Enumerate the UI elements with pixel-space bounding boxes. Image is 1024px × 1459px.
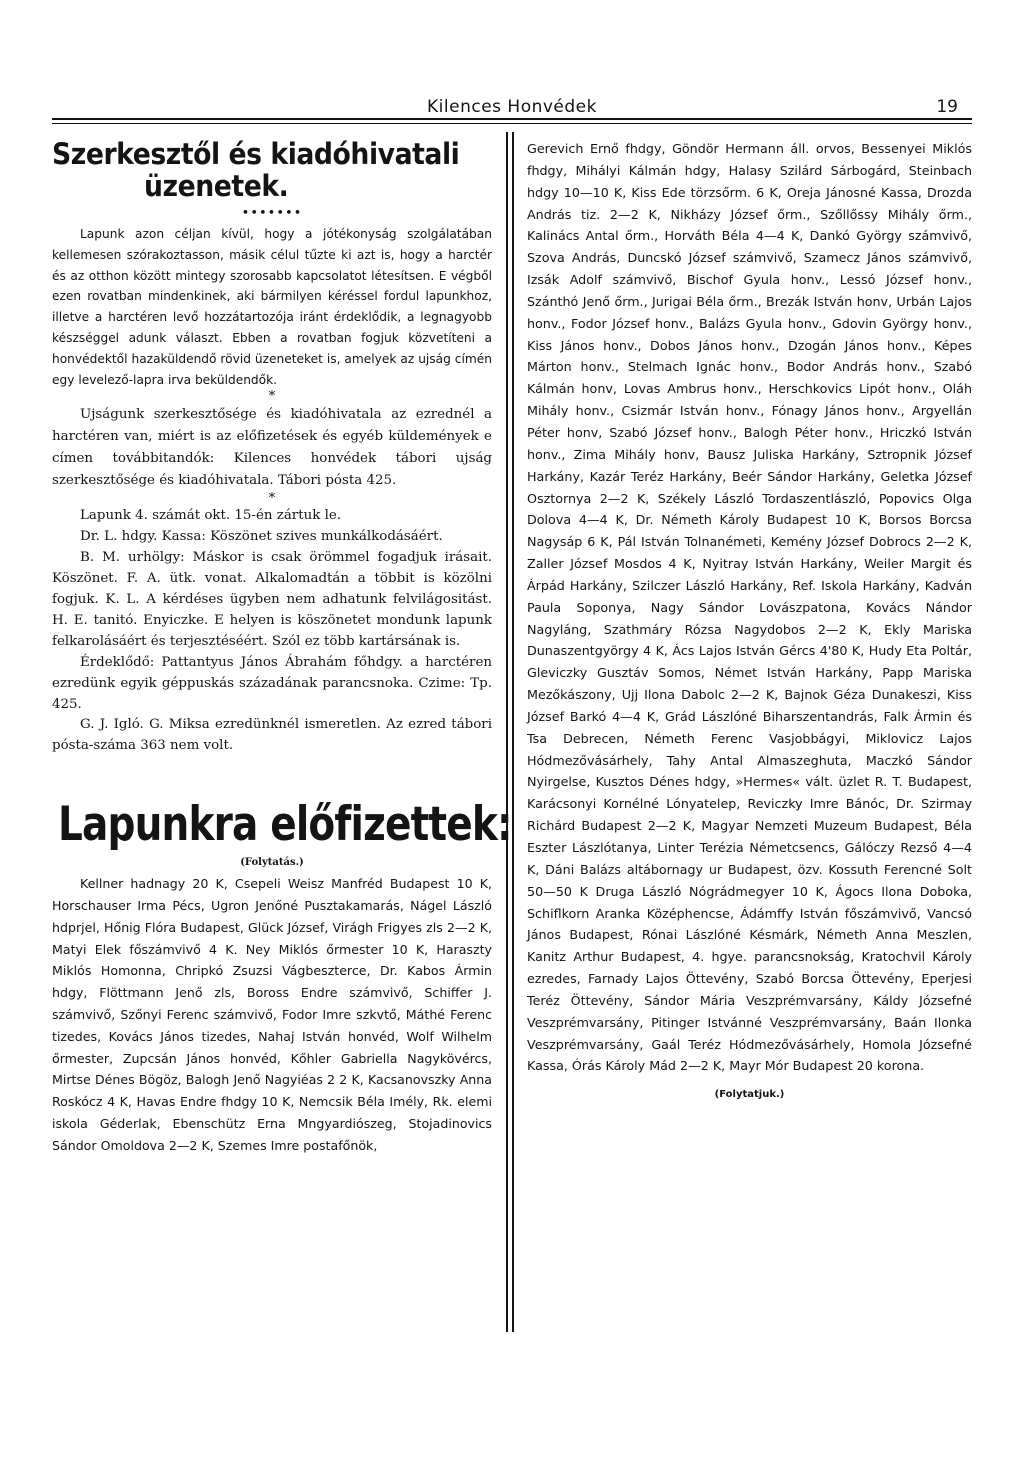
header-rule-top <box>52 118 972 120</box>
ornament-stars: ••••••• <box>241 206 303 221</box>
notice-paragraph: Ujságunk szerkesztősége és kiadóhivatala az ezrednél a harctéren van, miért is az előfizetések és egyéb küldemények e címen továbbitandók: Kilences honvédek tábori ujság szerkesztősége és kiadóhivatala. Tábori pósta 425. <box>52 407 492 489</box>
section-heading-line2: üzenetek. <box>144 169 289 203</box>
publication-title: Kilences Honvédek <box>427 97 597 117</box>
left-column <box>52 137 512 1157</box>
separator-star: * <box>268 491 276 507</box>
right-column <box>527 138 972 1105</box>
subscribers-list-left: Kellner hadnagy 20 K, Csepeli Weisz Manfréd Budapest 10 K, Horschauser Irma Pécs, Ugron Jenőné Pusztakamarás, Nágel László hdprjel, Hőnig Flóra Budapest, Glück József, Virágh Frigyes zls 2—2 K, Matyi Elek főszámvivő 4 K. Ney Miklós őrmester 10 K, Haraszty Miklós Homonna, Chripkó Zsuzsi Vágbeszterce, Dr. Kabos Ármin hdgy, Flöttmann Jenő zls, Boross Endre számvivő, Schiffer J. számvivő, Szőnyi Ferenc számvivő, Fodor Imre szkvtő, Máthé Ferenc tizedes, Kovács János tizedes, Nahaj István honvéd, Wolf Wilhelm őrmester, Zupcsán János honvéd, Kőhler Gabriella Nagykövércs, Mirtse Dénes Bögöz, Balogh Jenő Nagyiéas 2 2 K, Kacsanovszky Anna Roskócz 4 K, Havas Endre fhdgy 10 K, Nemcsik Béla Imély, Rk. elemi iskola Géderlak, Ebenschütz Erna Mngyardiószeg, Stojadinovics Sándor Omoldova 2—2 K, Szemes Imre postafőnök, <box>52 876 492 1153</box>
continuation-note: (Folytatás.) <box>240 857 304 869</box>
section-heading-line1: Szerkesztől és kiadóhivatali <box>52 137 460 171</box>
subscribers-heading: Lapunkra előfizettek: <box>58 797 512 853</box>
separator-star: * <box>268 389 276 405</box>
message-paragraph: Dr. L. hdgy. Kassa: Köszönet szives munkálkodásáért. <box>80 529 443 545</box>
column-divider <box>506 132 514 1332</box>
subscribers-list-right: Gerevich Ernő fhdgy, Göndör Hermann áll. orvos, Bessenyei Miklós fhdgy, Mihályi Kálmán hdgy, Halasy Szilárd Sárbogárd, Steinbach hdgy 10—10 K, Kiss Ede törzsőrm. 6 K, Oreja Jánosné Kassa, Drozda András tiz. 2—2 K, Nikházy József őrm., Szőllőssy Mihály őrm., Kalinács Antal őrm., Horváth Béla 4—4 K, Dankó György számvivő, Szova András, Duncskó József számvivő, Szamecz János számvivő, Izsák Adolf számvivő, Bischof Gyula honv., Lessó József honv., Szánthó Jenő őrm., Jurigai Béla őrm., Brezák István honv, Urbán Lajos honv., Fodor József honv., Balázs Gyula honv., Gdovin György honv., Kiss János honv., Dobos János honv., Dzogán János honv., Képes Márton honv., Stelmach Ignác honv., Bodor András honv., Szabó Kálmán honv, Lovas Ambrus honv., Herschkovics Lipót honv., Oláh Mihály honv., Csizmár István honv., Fónagy János honv., Argyellán Péter honv, Szabó József honv., Balogh Péter honv., Hriczkó István honv., Zima Mihály honv, Bausz Juliska Harkány, Sztropnik József Harkány, Kazár Teréz Harkány, Beér Sándor Harkány, Geletka József Osztornya 2—2 K, Székely László Tordaszentlászló, Popovics Olga Dolova 4—4 K, Dr. Németh Károly Budapest 10 K, Borsos Borcsa Nagysáp 6 K, Pál István Tolnanémeti, Kemény József Dobrocs 2—2 K, Zaller József Mosdos 4 K, Nyitray István Harkány, Weiler Margit és Árpád Harkány, Szilczer László Harkány, Ref. Iskola Harkány, Kadván Paula Soponya, Nagy Sándor Lovászpatona, Kovács Nándor Nagyláng, Szathmáry Rózsa Nagydobos 2—2 K, Ekly Mariska Dunaszentgyörgy 4 K, Ács Lajos István Gércs 4'80 K, Hudy Eta Poltár, Gleviczky Gusztáv Somos, Német István Harkány, Papp Mariska Mezőkászony, Ujj Ilona Dabolc 2—2 K, Bajnok Géza Dunakeszi, Kiss József Barkó 4—4 K, Grád Lászlóné Biharszentandrás, Falk Ármin és Tsa Debrecen, Németh Ferenc Vasjobbágyi, Miklovicz Lajos Hódmezővásárhely, Tahy Antal Almaszeghuta, Maczkó Sándor Nyirgelse, Kusztos Dénes hdgy, »Hermes« vált. üzlet R. T. Budapest, Karácsonyi Kornélné Lónyatelep, Reviczky Imre Bánóc, Dr. Szirmay Richárd Budapest 2—2 K, Magyar Nemzeti Muzeum Budapest, Béla Eszter Lászlótanya, Linter Terézia Németcsencs, Gálóczy Rezső 4—4 K, Dáni Balázs altábornagy ur Budapest, özv. Kossuth Ferencné Solt 50—50 K Druga László Nógrádmegyer 10 K, Ágocs Ilona Doboka, Schiflkorn Aranka Középhencse, Ádámffy István főszámvivő, Vancsó János Budapest, Rónai Lászlóné Késmárk, Németh Anna Meszlen, Kanitz Arthur Budapest, 4. hgye. parancsnokság, Kratochvil Károly ezredes, Farnady Lajos Öttevény, Szabó Borcsa Öttevény, Eperjesi Teréz Öttevény, Sándor Mária Veszprémvarsány, Káldy Józsefné Veszprémvarsány, Pitinger Istvánné Veszprémvarsány, Baán Ilonka Veszprémvarsány, Gaál Teréz Hódmezővásárhely, Homola Józsefné Kassa, Órás Károly Mád 2—2 K, Mayr Mór Budapest 20 korona. <box>527 141 972 1074</box>
page-number: 19 <box>936 97 958 117</box>
message-paragraph: B. M. urhölgy: Máskor is csak örömmel fogadjuk irásait. Köszönet. F. A. ütk. vonat. Alkalomadtán a többit is közölni fogjuk. K. L. A kérdéses ügyben nem adhatunk felvilágositást. H. E. tanitó. Enyiczke. E helyen is köszönetet mondunk lapunk felkarolásáért és terjesztéséért. Szól ez több kartársának is. <box>52 550 492 649</box>
issue-closed-paragraph: Lapunk 4. számát okt. 15-én zártuk le. <box>80 508 342 524</box>
to-be-continued-note: (Folytatjuk.) <box>714 1089 785 1101</box>
message-paragraph: G. J. Igló. G. Miksa ezredünknél ismeretlen. Az ezred tábori pósta-száma 363 nem volt. <box>52 717 492 754</box>
intro-paragraph: Lapunk azon céljan kívül, hogy a jótékonyság szolgálatában kellemesen szórakoztasson, másik célul tűzte ki azt is, hogy a harctér és az otthon között mintegy szorosabb kapcsolatot létesítsen. E végből ezen rovatban mindenkinek, aki bármilyen kéréssel fordul lapunkhoz, illetve a harctéren levő hozzátartozója iránt érdeklődik, a legnagyobb készséggel adunk választ. Ebben a rovatban fogjuk közvetíteni a honvédektől hazaküldendő rövid üzeneteket is, amelyek az ujság címén egy levelező-lapra irva beküldendők. <box>52 227 492 387</box>
header-rule-bottom <box>52 123 972 124</box>
message-paragraph: Érdeklődő: Pattantyus János Ábrahám főhdgy. a harctéren ezredünk egyik géppuskás századának parancsnoka. Czime: Tp. 425. <box>52 654 492 712</box>
